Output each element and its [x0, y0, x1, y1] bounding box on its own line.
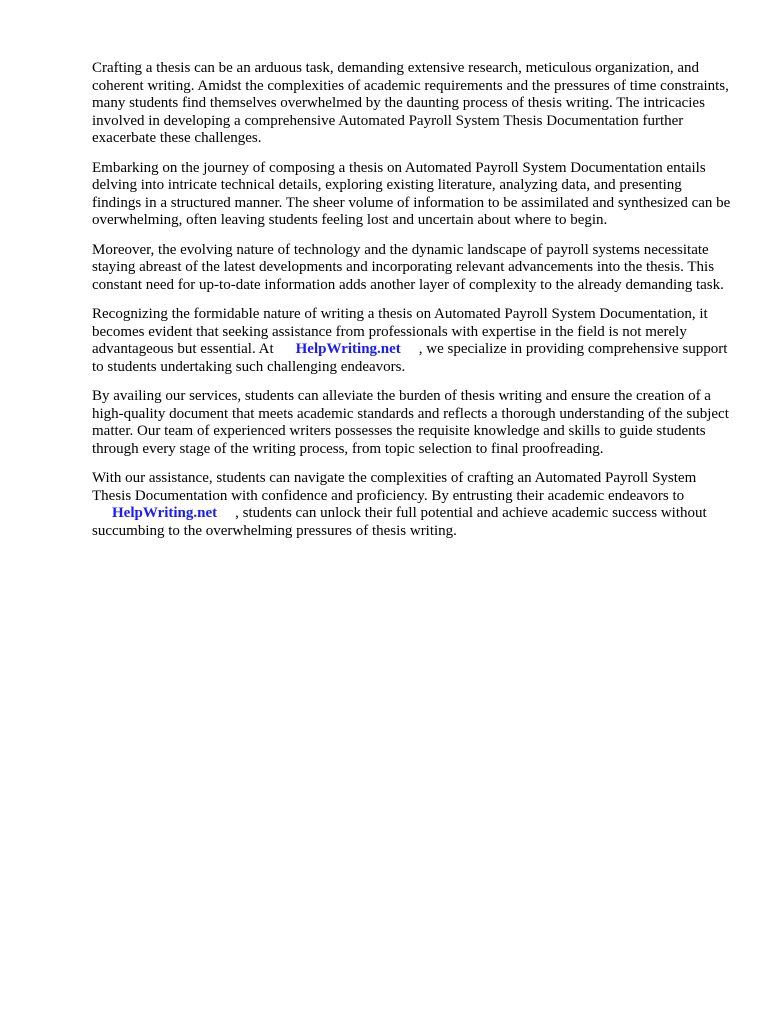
paragraph-conclusion-text-after: , students can unlock their full potential and achieve academic success without succumbing to the overwhelming pressures of thesis writing. — [92, 505, 707, 539]
helpwriting-link-2[interactable]: HelpWriting.net — [112, 505, 218, 521]
helpwriting-link[interactable]: HelpWriting.net — [295, 341, 401, 357]
paragraph-services: By availing our services, students can alleviate the burden of thesis writing and ensure the creation of a high-quality document that meets academic standards and reflects a thorough understanding of the subject matter. Our team of experienced writers possesses the requisite knowledge and skills to guide students through every stage of the writing process, from topic selection to final proofreading. — [92, 388, 729, 457]
paragraph-intro: Crafting a thesis can be an arduous task, demanding extensive research, meticulous organization, and coherent writing. Amidst the complexities of academic requirements and the pressures of time constraints, many students find themselves overwhelmed by the daunting process of thesis writing. The intricacies involved in developing a comprehensive Automated Payroll System Thesis Documentation further exacerbate these challenges. — [92, 60, 729, 146]
paragraph-technology: Moreover, the evolving nature of technology and the dynamic landscape of payroll systems necessitate staying abreast of the latest developments and incorporating relevant advancements into the thesis. This constant need for up-to-date information adds another layer of complexity to the already demanding task. — [92, 241, 724, 293]
paragraph-assistance-text-after: , we specialize in providing comprehensive support to students undertaking such challenging endeavors. — [92, 341, 728, 375]
paragraph-conclusion-text-before: With our assistance, students can navigate the complexities of crafting an Automated Payroll System Thesis Documentation with confidence and proficiency. By entrusting their academic endeavors to — [92, 470, 697, 504]
document-body — [92, 60, 732, 552]
paragraph-assistance — [92, 306, 732, 376]
paragraph-assistance-text-before: Recognizing the formidable nature of writing a thesis on Automated Payroll System Documentation, it becomes evident that seeking assistance from professionals with expertise in the field is not merely advantageous but essential. At — [92, 306, 708, 357]
paragraph-conclusion — [92, 470, 732, 540]
paragraph-journey: Embarking on the journey of composing a thesis on Automated Payroll System Documentation entails delving into intricate technical details, exploring existing literature, analyzing data, and presenting findings in a structured manner. The sheer volume of information to be assimilated and synthesized can be overwhelming, often leaving students feeling lost and uncertain about where to begin. — [92, 159, 731, 228]
